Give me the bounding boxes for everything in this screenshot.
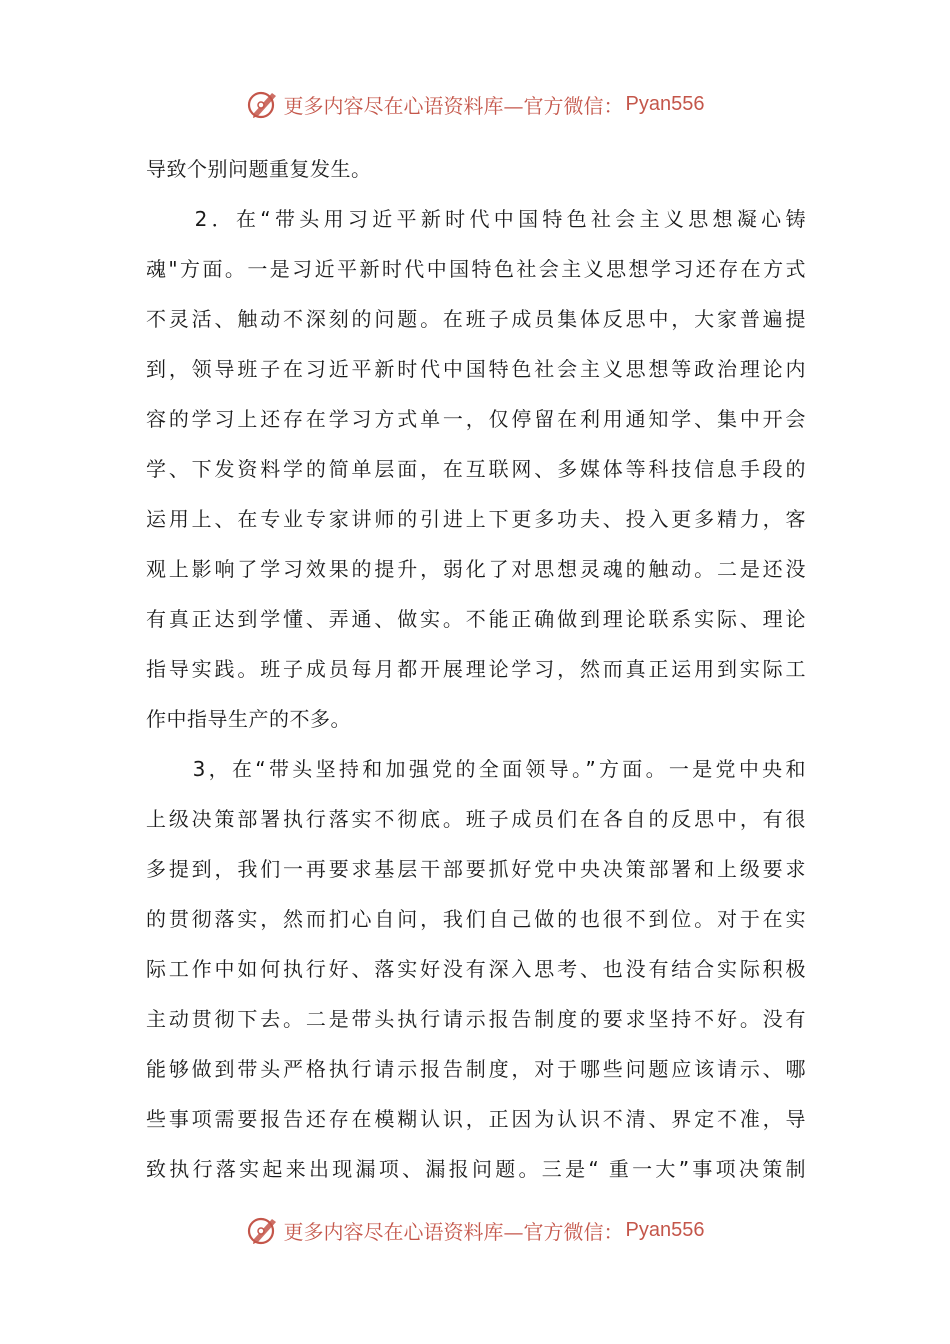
header-watermark (0, 84, 950, 124)
text-line: 学、下发资料学的简单层面，在互联网、多媒体等科技信息手段的 (146, 457, 806, 481)
watermark-text: 更多内容尽在心语资料库—官方微信： (283, 93, 624, 118)
wechat-id: Pyan556 (625, 1218, 705, 1241)
text-line: 不灵活、触动不深刻的问题。在班子成员集体反思中，大家普遍提 (146, 307, 806, 331)
text-line: 多提到，我们一再要求基层干部要抓好党中央决策部署和上级要求 (146, 857, 806, 881)
text-line: 主动贯彻下去。二是带头执行请示报告制度的要求坚持不好。没有 (146, 1007, 806, 1031)
text-line: 指导实践。班子成员每月都开展理论学习，然而真正运用到实际工 (146, 657, 806, 681)
pen-circle-logo-icon (246, 87, 280, 121)
footer-watermark (0, 1210, 950, 1250)
text-line: 上级决策部署执行落实不彻底。班子成员们在各自的反思中，有很 (146, 807, 806, 831)
text-line: 有真正达到学懂、弄通、做实。不能正确做到理论联系实际、理论 (146, 607, 806, 631)
text-line: 的贯彻落实，然而扪心自问，我们自己做的也很不到位。对于在实 (146, 907, 806, 931)
pen-circle-logo-icon (246, 1213, 280, 1247)
text-line: 能够做到带头严格执行请示报告制度，对于哪些问题应该请示、哪 (146, 1057, 806, 1081)
text-line: 作中指导生产的不多。 (146, 707, 351, 731)
text-line: 观上影响了学习效果的提升，弱化了对思想灵魂的触动。二是还没 (146, 557, 806, 581)
text-line: 3，在“带头坚持和加强党的全面领导。”方面。一是党中央和 (146, 757, 806, 781)
text-line: 到，领导班子在习近平新时代中国特色社会主义思想等政治理论内 (146, 357, 806, 381)
text-line: 致执行落实起来出现漏项、漏报问题。三是“ 重一大”事项决策制 (146, 1157, 806, 1181)
text-line: 魂"方面。一是习近平新时代中国特色社会主义思想学习还存在方式 (146, 257, 806, 281)
text-line: 2．在“带头用习近平新时代中国特色社会主义思想凝心铸 (146, 207, 806, 231)
text-line: 容的学习上还存在学习方式单一，仅停留在利用通知学、集中开会 (146, 407, 806, 431)
text-line: 导致个别问题重复发生。 (146, 157, 372, 181)
text-line: 际工作中如何执行好、落实好没有深入思考、也没有结合实际积极 (146, 957, 806, 981)
text-line: 些事项需要报告还存在模糊认识，正因为认识不清、界定不准，导 (146, 1107, 806, 1131)
text-line: 运用上、在专业专家讲师的引进上下更多功夫、投入更多精力，客 (146, 507, 806, 531)
document-body (146, 144, 806, 1194)
watermark-text: 更多内容尽在心语资料库—官方微信： (283, 1219, 624, 1244)
wechat-id: Pyan556 (625, 92, 705, 115)
